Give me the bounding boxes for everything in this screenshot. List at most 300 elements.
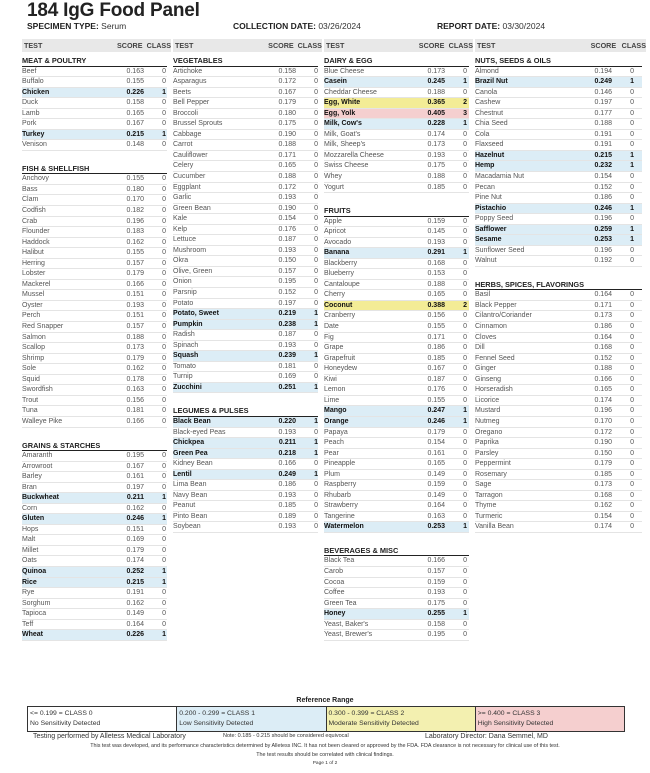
- class-value: 0: [463, 238, 467, 246]
- food-name: Lamb: [22, 109, 40, 117]
- food-name: Halibut: [22, 249, 44, 257]
- column-header-score: SCORE: [418, 41, 445, 50]
- reference-desc-text: High Sensitivity Detected: [477, 720, 554, 727]
- food-name: Lobster: [22, 270, 46, 278]
- result-row: [173, 372, 318, 383]
- reference-class-1: [177, 707, 326, 731]
- score-value: 0.255: [427, 610, 445, 618]
- food-name: Scallop: [22, 344, 45, 352]
- result-row: [324, 396, 469, 407]
- food-name: Kelp: [173, 225, 188, 233]
- class-value: 0: [463, 386, 467, 394]
- result-row: [22, 195, 167, 206]
- food-name: Beef: [22, 67, 37, 75]
- class-value: 0: [162, 504, 166, 512]
- class-value: 0: [463, 578, 467, 586]
- food-name: Chicken: [22, 88, 50, 96]
- section-spacer: [324, 193, 473, 202]
- class-value: 0: [314, 523, 318, 531]
- score-value: 0.149: [427, 491, 445, 499]
- class-value: 0: [162, 333, 166, 341]
- food-name: Cashew: [475, 99, 501, 107]
- score-value: 0.174: [594, 523, 612, 531]
- score-value: 0.164: [594, 333, 612, 341]
- food-name: Celery: [173, 162, 194, 170]
- class-value: 1: [314, 320, 318, 328]
- class-value: 0: [630, 312, 634, 320]
- score-value: 0.169: [126, 536, 144, 544]
- lab-name: Testing performed by Alletess Medical Laboratory: [33, 733, 186, 740]
- class-value: 0: [630, 109, 634, 117]
- food-name: Squid: [22, 375, 40, 383]
- section-title: FRUITS: [324, 206, 469, 217]
- score-value: 0.174: [427, 130, 445, 138]
- score-value: 0.166: [427, 557, 445, 565]
- result-row: [324, 301, 469, 312]
- score-value: 0.188: [427, 172, 445, 180]
- food-name: Arrowroot: [22, 462, 53, 470]
- result-row: [324, 459, 469, 470]
- score-value: 0.197: [594, 99, 612, 107]
- score-value: 0.247: [427, 407, 445, 415]
- section-spacer: [475, 267, 646, 276]
- food-name: Mango: [324, 407, 347, 415]
- food-name: Canola: [475, 88, 498, 96]
- score-value: 0.156: [126, 396, 144, 404]
- score-value: 0.171: [594, 301, 612, 309]
- class-value: 0: [314, 183, 318, 191]
- score-value: 0.174: [594, 396, 612, 404]
- score-value: 0.246: [594, 204, 612, 212]
- food-name: Nutmeg: [475, 417, 500, 425]
- result-row: [475, 119, 642, 130]
- result-row: [324, 130, 469, 141]
- score-value: 0.181: [126, 407, 144, 415]
- result-row: [173, 225, 318, 236]
- column-header: [22, 39, 171, 52]
- food-name: Black Bean: [173, 417, 211, 425]
- food-name: Cranberry: [324, 312, 356, 320]
- food-name: Soybean: [173, 523, 201, 531]
- food-name: Buckwheat: [22, 494, 59, 502]
- score-value: 0.185: [427, 354, 445, 362]
- class-value: 0: [162, 238, 166, 246]
- score-value: 0.161: [126, 473, 144, 481]
- class-value: 0: [630, 323, 634, 331]
- food-name: Rye: [22, 589, 35, 597]
- food-name: Oats: [22, 557, 37, 565]
- food-name: Apricot: [324, 228, 346, 236]
- food-name: Radish: [173, 331, 195, 339]
- class-value: 0: [314, 99, 318, 107]
- score-value: 0.252: [126, 568, 144, 576]
- score-value: 0.215: [126, 130, 144, 138]
- score-value: 0.173: [427, 67, 445, 75]
- class-value: 1: [463, 407, 467, 415]
- result-row: [475, 98, 642, 109]
- result-row: [22, 238, 167, 249]
- class-value: 0: [630, 407, 634, 415]
- result-row: [22, 364, 167, 375]
- score-value: 0.251: [278, 383, 296, 391]
- class-value: 1: [463, 249, 467, 257]
- class-value: 0: [630, 428, 634, 436]
- score-value: 0.180: [126, 185, 144, 193]
- result-row: [475, 311, 642, 322]
- food-name: Tomato: [173, 362, 196, 370]
- food-name: Yeast, Baker's: [324, 620, 369, 628]
- class-value: 1: [314, 470, 318, 478]
- result-row: [324, 417, 469, 428]
- class-value: 0: [463, 449, 467, 457]
- score-value: 0.152: [594, 354, 612, 362]
- score-value: 0.193: [278, 246, 296, 254]
- score-value: 0.157: [427, 568, 445, 576]
- result-row: [324, 77, 469, 88]
- score-value: 0.186: [427, 344, 445, 352]
- class-value: 0: [314, 215, 318, 223]
- score-value: 0.146: [594, 88, 612, 96]
- score-value: 0.226: [126, 631, 144, 639]
- food-name: Lettuce: [173, 236, 196, 244]
- food-name: Lima Bean: [173, 481, 207, 489]
- score-value: 0.145: [427, 228, 445, 236]
- score-value: 0.179: [427, 428, 445, 436]
- result-row: [475, 343, 642, 354]
- column-header: [475, 39, 646, 52]
- class-value: 0: [162, 365, 166, 373]
- food-name: Banana: [324, 249, 350, 257]
- score-value: 0.219: [278, 310, 296, 318]
- food-name: Oregano: [475, 428, 503, 436]
- result-row: [475, 354, 642, 365]
- food-name: Barley: [22, 473, 42, 481]
- result-row: [324, 491, 469, 502]
- result-row: [22, 630, 167, 641]
- score-value: 0.220: [278, 417, 296, 425]
- score-value: 0.179: [594, 460, 612, 468]
- result-row: [22, 406, 167, 417]
- class-value: 0: [314, 236, 318, 244]
- score-value: 0.152: [594, 183, 612, 191]
- column-header-score: SCORE: [268, 41, 294, 50]
- class-value: 0: [463, 141, 467, 149]
- class-value: 0: [630, 512, 634, 520]
- score-value: 0.167: [427, 365, 445, 373]
- score-value: 0.188: [427, 88, 445, 96]
- food-name: Blackberry: [324, 259, 358, 267]
- food-name: Green Pea: [173, 449, 208, 457]
- result-row: [22, 280, 167, 291]
- result-row: [173, 119, 318, 130]
- class-value: 0: [162, 546, 166, 554]
- food-name: Green Bean: [173, 204, 211, 212]
- food-name: Sesame: [475, 236, 502, 244]
- column-header-class: CLASS: [146, 41, 171, 50]
- food-name: Sunflower Seed: [475, 246, 525, 254]
- class-value: 0: [162, 207, 166, 215]
- class-value: 0: [463, 396, 467, 404]
- class-value: 0: [630, 460, 634, 468]
- class-value: 0: [630, 354, 634, 362]
- class-value: 1: [314, 417, 318, 425]
- class-value: 0: [162, 185, 166, 193]
- class-value: 1: [314, 383, 318, 391]
- class-value: 0: [162, 599, 166, 607]
- report-date-value: 03/30/2024: [502, 21, 546, 31]
- result-row: [324, 343, 469, 354]
- fda-disclaimer: This test was developed, and its performance characteristics determined by Alletess INC. It has not been cleared or approved by the FDA. FDA clearance is not necessary for clinical use of this test.: [90, 743, 560, 749]
- score-value: 0.154: [427, 439, 445, 447]
- result-row: [324, 512, 469, 523]
- result-row: [324, 67, 469, 78]
- class-value: 0: [314, 428, 318, 436]
- food-name: Turmeric: [475, 512, 503, 520]
- class-value: 0: [630, 257, 634, 265]
- score-value: 0.193: [278, 341, 296, 349]
- class-value: 0: [463, 130, 467, 138]
- score-value: 0.176: [427, 386, 445, 394]
- food-name: Bass: [22, 185, 38, 193]
- food-name: Kiwi: [324, 375, 337, 383]
- result-row: [22, 556, 167, 567]
- class-value: 0: [630, 67, 634, 75]
- food-name: Mushroom: [173, 246, 207, 254]
- score-value: 0.165: [427, 291, 445, 299]
- clinical-correlation-note: The test results should be correlated with clinical findings.: [256, 752, 394, 758]
- class-value: 0: [162, 354, 166, 362]
- score-value: 0.167: [126, 462, 144, 470]
- score-value: 0.150: [278, 257, 296, 265]
- class-value: 0: [162, 525, 166, 533]
- food-name: Okra: [173, 257, 189, 265]
- food-name: Flounder: [22, 228, 50, 236]
- result-row: [475, 375, 642, 386]
- score-value: 0.185: [594, 470, 612, 478]
- result-row: [22, 504, 167, 515]
- reference-desc-text: Moderate Sensitivity Detected: [328, 720, 419, 727]
- food-name: Brussel Sprouts: [173, 120, 223, 128]
- score-value: 0.179: [126, 546, 144, 554]
- food-name: Carob: [324, 568, 344, 576]
- score-value: 0.149: [126, 610, 144, 618]
- score-value: 0.158: [126, 99, 144, 107]
- food-name: Turkey: [22, 130, 45, 138]
- score-value: 0.175: [427, 599, 445, 607]
- class-value: 1: [314, 310, 318, 318]
- food-name: Broccoli: [173, 109, 198, 117]
- score-value: 0.164: [594, 291, 612, 299]
- result-row: [22, 396, 167, 407]
- result-row: [475, 235, 642, 246]
- score-value: 0.153: [427, 270, 445, 278]
- food-name: Venison: [22, 141, 47, 149]
- score-value: 0.170: [594, 417, 612, 425]
- class-value: 0: [314, 194, 318, 202]
- result-row: [22, 514, 167, 525]
- score-value: 0.232: [594, 162, 612, 170]
- result-row: [22, 609, 167, 620]
- score-value: 0.259: [594, 225, 612, 233]
- food-name: Gluten: [22, 515, 45, 523]
- class-value: 0: [162, 375, 166, 383]
- score-value: 0.178: [126, 375, 144, 383]
- class-value: 0: [162, 312, 166, 320]
- food-name: Salmon: [22, 333, 46, 341]
- food-name: Ginger: [475, 365, 497, 373]
- food-name: Black Tea: [324, 557, 355, 565]
- class-value: 0: [630, 301, 634, 309]
- class-value: 1: [463, 523, 467, 531]
- class-value: 0: [630, 99, 634, 107]
- score-value: 0.167: [126, 120, 144, 128]
- results-column: [173, 39, 322, 533]
- score-value: 0.193: [126, 301, 144, 309]
- result-row: [173, 438, 318, 449]
- result-row: [324, 333, 469, 344]
- result-row: [475, 385, 642, 396]
- class-value: 0: [162, 217, 166, 225]
- class-value: 0: [463, 280, 467, 288]
- score-value: 0.155: [126, 78, 144, 86]
- score-value: 0.173: [594, 481, 612, 489]
- result-row: [324, 470, 469, 481]
- food-name: Crab: [22, 217, 38, 225]
- result-row: [22, 206, 167, 217]
- food-name: Bran: [22, 483, 37, 491]
- food-name: Coconut: [324, 301, 353, 309]
- column-header-score: SCORE: [590, 41, 617, 50]
- score-value: 0.171: [427, 333, 445, 341]
- score-value: 0.189: [278, 512, 296, 520]
- class-value: 0: [630, 194, 634, 202]
- score-value: 0.196: [594, 407, 612, 415]
- score-value: 0.228: [427, 120, 445, 128]
- class-value: 0: [162, 396, 166, 404]
- section-title: LEGUMES & PULSES: [173, 406, 318, 417]
- food-name: Raspberry: [324, 481, 357, 489]
- class-value: 0: [314, 225, 318, 233]
- class-value: 0: [630, 141, 634, 149]
- result-row: [173, 449, 318, 460]
- class-value: 0: [162, 452, 166, 459]
- food-name: Cucumber: [173, 172, 206, 180]
- score-value: 0.164: [126, 620, 144, 628]
- score-value: 0.197: [278, 299, 296, 307]
- class-value: 0: [463, 333, 467, 341]
- result-row: [22, 525, 167, 536]
- score-value: 0.193: [278, 523, 296, 531]
- result-row: [173, 67, 318, 78]
- section-spacer: [173, 393, 322, 402]
- result-row: [324, 161, 469, 172]
- class-value: 1: [630, 236, 634, 244]
- result-row: [173, 320, 318, 331]
- result-row: [173, 204, 318, 215]
- result-row: [22, 417, 167, 428]
- food-name: Egg, White: [324, 99, 361, 107]
- score-value: 0.162: [126, 365, 144, 373]
- class-value: 0: [630, 375, 634, 383]
- result-row: [22, 301, 167, 312]
- class-value: 0: [463, 460, 467, 468]
- food-name: Honey: [324, 610, 346, 618]
- food-name: Parsnip: [173, 288, 197, 296]
- score-value: 0.157: [126, 323, 144, 331]
- result-row: [475, 491, 642, 502]
- class-value: 0: [463, 354, 467, 362]
- food-name: Mussel: [22, 291, 45, 299]
- score-value: 0.193: [427, 151, 445, 159]
- score-value: 0.193: [278, 194, 296, 202]
- class-value: 0: [162, 344, 166, 352]
- score-value: 0.190: [278, 204, 296, 212]
- food-name: Orange: [324, 417, 349, 425]
- food-name: Brazil Nut: [475, 78, 508, 86]
- score-value: 0.161: [427, 449, 445, 457]
- result-row: [475, 428, 642, 439]
- result-row: [22, 599, 167, 610]
- result-row: [173, 109, 318, 120]
- food-name: Haddock: [22, 238, 50, 246]
- result-row: [22, 77, 167, 88]
- results-columns: [22, 39, 646, 679]
- food-name: Chestnut: [475, 109, 504, 117]
- score-value: 0.163: [427, 512, 445, 520]
- score-value: 0.211: [126, 494, 144, 502]
- class-value: 0: [162, 473, 166, 481]
- food-name: Peppermint: [475, 460, 511, 468]
- score-value: 0.193: [278, 428, 296, 436]
- score-value: 0.158: [427, 620, 445, 628]
- score-value: 0.239: [278, 352, 296, 360]
- food-name: Sage: [475, 481, 492, 489]
- result-row: [324, 522, 469, 533]
- score-value: 0.151: [126, 525, 144, 533]
- score-value: 0.196: [126, 217, 144, 225]
- class-value: 0: [463, 491, 467, 499]
- class-value: 0: [630, 88, 634, 96]
- food-name: Milk, Goat's: [324, 130, 361, 138]
- class-value: 0: [630, 481, 634, 489]
- result-row: [324, 151, 469, 162]
- class-value: 0: [314, 257, 318, 265]
- score-value: 0.181: [278, 362, 296, 370]
- score-value: 0.148: [126, 141, 144, 149]
- class-value: 0: [162, 270, 166, 278]
- food-name: Cloves: [475, 333, 497, 341]
- class-value: 0: [314, 151, 318, 159]
- result-row: [173, 88, 318, 99]
- collection-date-label: COLLECTION DATE:: [233, 21, 316, 31]
- score-value: 0.165: [278, 162, 296, 170]
- class-value: 0: [162, 280, 166, 288]
- food-name: Spinach: [173, 341, 199, 349]
- result-row: [22, 140, 167, 151]
- food-name: Cola: [475, 130, 490, 138]
- result-row: [22, 98, 167, 109]
- score-value: 0.365: [427, 99, 445, 107]
- score-value: 0.167: [278, 88, 296, 96]
- class-value: 1: [162, 578, 166, 586]
- score-value: 0.226: [126, 88, 144, 96]
- food-name: Macadamia Nut: [475, 172, 525, 180]
- food-name: Plum: [324, 470, 340, 478]
- score-value: 0.172: [278, 78, 296, 86]
- result-row: [173, 330, 318, 341]
- food-name: Whey: [324, 172, 342, 180]
- score-value: 0.165: [594, 386, 612, 394]
